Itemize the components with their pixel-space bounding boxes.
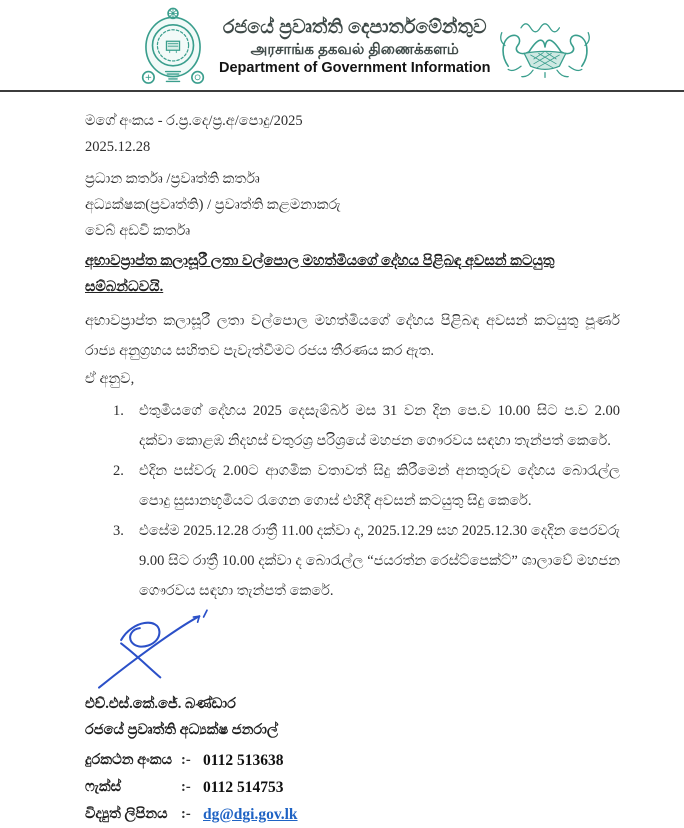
department-title-sinhala: රජයේ ප්‍රවෘත්ති දෙපාර්තමේන්තුව: [222, 17, 487, 38]
email-label: විද්‍යුත් ලිපිනය: [85, 806, 168, 822]
accordingly-line: ඒ අනුව,: [85, 371, 135, 387]
arrangements-list: [85, 396, 620, 606]
letterhead: [0, 0, 684, 90]
list-item: [85, 396, 620, 456]
list-item-text: එතුමියගේ දේහය 2025 දෙසැම්බර් මස 31 වන දින පෙ.ව 10.00 සිට ප.ව 2.00 දක්වා කොළඹ නිදහස් චතුරශ්‍ර පරිශ්‍රයේ මහජන ගෞරවය සඳහා තැන්පත් කෙරේ.: [139, 403, 620, 449]
list-item-text: එසේම 2025.12.28 රාත්‍රී 11.00 දක්වා ද, 2025.12.29 සහ 2025.12.30 දෙදින පෙරවරු 9.00 සිට රාත්‍රී 10.00 දක්වා ද බොරැල්ල “ජයරත්න රෙස්ට්පෙක්ට්” ශාලාවේ මහජන ගෞරවය සඳහා තැන්පත් කෙරේ.: [139, 523, 620, 599]
sri-lanka-national-emblem-icon: [133, 6, 213, 88]
body-paragraph: අභාවප්‍රාප්ත කලාසූරී ලතා වල්පොල මහත්මියගේ දේහය පිළිබඳ අවසන් කටයුතු පූර්ණ රාජ්‍ය අනුග්‍රහය සහිතව පැවැත්වීමට රජය තීරණය කර ඇත.: [85, 313, 620, 359]
fax-row: [85, 774, 620, 801]
department-title-tamil: அரசாங்க தகவல் திணைக்களம்: [250, 41, 459, 58]
fax-separator: :-: [181, 779, 191, 795]
list-item-number: 3.: [113, 523, 124, 539]
handwritten-signature-icon: [81, 606, 231, 691]
email-link[interactable]: dg@dgi.gov.lk: [203, 806, 298, 823]
signatory-name: එච්.එස්.කේ.ජේ. බණ්ඩාර: [85, 696, 236, 712]
signature-block: [85, 606, 620, 691]
letter-body: [0, 108, 684, 828]
list-item-number: 2.: [113, 463, 124, 479]
contact-block: [85, 747, 620, 828]
reference-number: මගේ අංකය - ර.ප්‍ර.දෙ/ප්‍ර.අ/පොදු/2025: [85, 113, 303, 129]
list-item: [85, 456, 620, 516]
telephone-separator: :-: [181, 752, 191, 768]
recipient-line: වෙබ් අඩවි කර්තෘ: [85, 223, 191, 239]
signatory-title: රජයේ ප්‍රවෘත්ති අධ්‍යක්ෂ ජනරාල්: [85, 722, 278, 738]
fax-number: 0112 514753: [203, 779, 284, 796]
telephone-label: දුරකථන අංකය: [85, 752, 172, 768]
department-title-english: Department of Government Information: [219, 60, 491, 76]
list-item: [85, 516, 620, 606]
department-titles: [213, 16, 497, 78]
recipient-list: [85, 166, 620, 244]
subject-line: අභාවප්‍රාප්ත කලාසූරී ලතා වල්පොල මහත්මියගේ දේහය පිළිබඳ අවසන් කටයුතු සම්බන්ධවයි.: [85, 253, 555, 295]
email-row: [85, 801, 620, 828]
recipient-line: අධ්‍යක්ෂක(ප්‍රවෘත්ති) / ප්‍රවෘත්ති කළමනාකරු: [85, 197, 341, 213]
recipient-line: ප්‍රධාන කර්තෘ /ප්‍රවෘත්ති කර්තෘ: [85, 171, 260, 187]
list-item-text: එදින පස්වරු 2.00ට ආගමික වතාවත් සිදු කිරීමෙන් අනතුරුව දේහය බොරැල්ල පොදු සුසානභූමියට රැගෙන ගොස් එහිදී අවසන් කටයුතු සිදු කෙරේ.: [139, 463, 620, 509]
dgi-crest-icon: [497, 15, 593, 79]
letter-date: 2025.12.28: [85, 139, 151, 155]
telephone-number: 0112 513638: [203, 752, 284, 769]
telephone-row: [85, 747, 620, 774]
fax-label: ෆැක්ස්: [85, 779, 122, 795]
email-separator: :-: [181, 806, 191, 822]
header-divider: [0, 90, 684, 92]
list-item-number: 1.: [113, 403, 124, 419]
